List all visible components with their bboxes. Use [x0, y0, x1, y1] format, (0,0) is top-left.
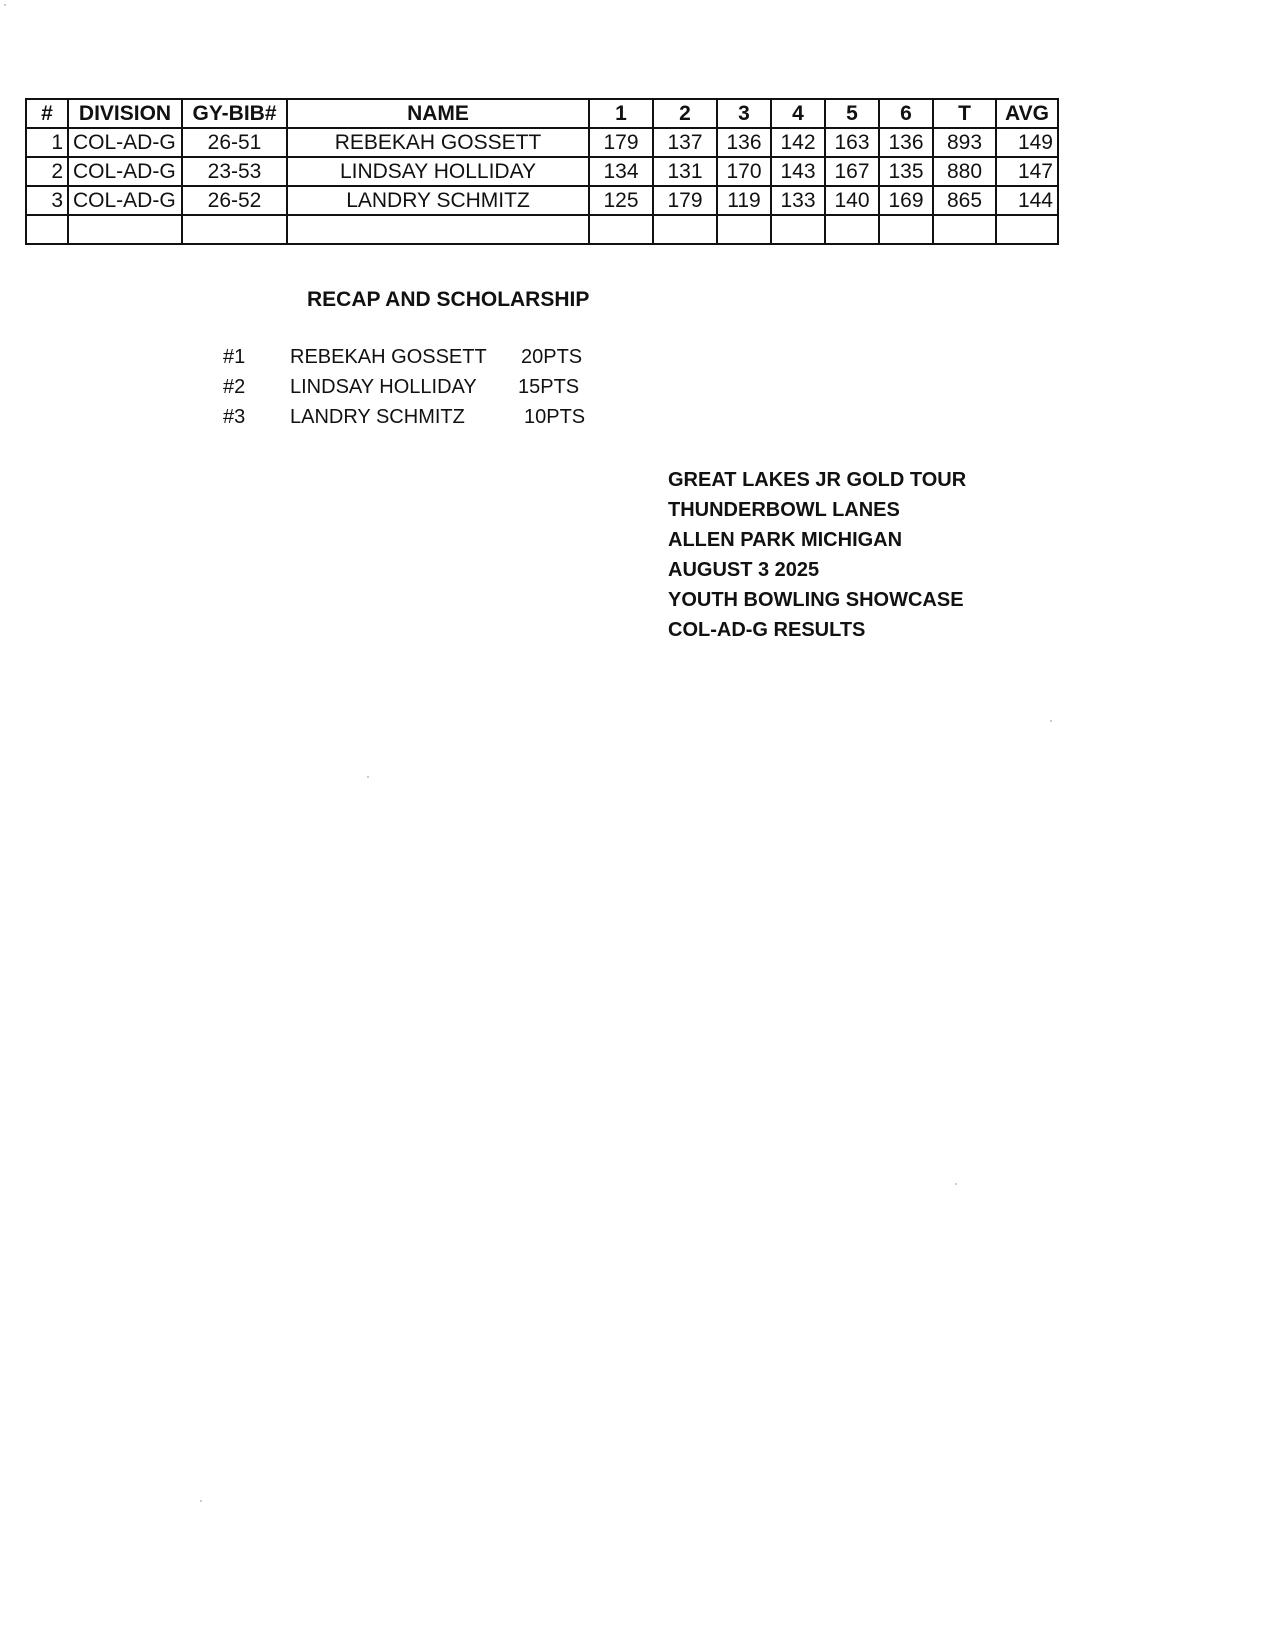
- cell-game-5: 163: [825, 128, 879, 157]
- table-header-row: [26, 99, 1058, 128]
- cell-division: COL-AD-G: [68, 157, 182, 186]
- table-row: [26, 157, 1058, 186]
- recap-points: 15PTS: [518, 376, 580, 398]
- cell-division: COL-AD-G: [68, 128, 182, 157]
- scan-speck: [200, 1500, 202, 1502]
- header-average: AVG: [996, 99, 1058, 128]
- recap-points: 20PTS: [521, 346, 583, 368]
- cell-game-1: 125: [589, 186, 653, 215]
- header-game-4: 4: [771, 99, 825, 128]
- empty-cell: [825, 215, 879, 244]
- empty-cell: [589, 215, 653, 244]
- cell-game-3: 170: [717, 157, 771, 186]
- recap-rank: #2: [223, 376, 246, 398]
- cell-name: LINDSAY HOLLIDAY: [287, 157, 589, 186]
- cell-game-3: 136: [717, 128, 771, 157]
- recap-rank: #1: [223, 346, 246, 368]
- cell-game-4: 143: [771, 157, 825, 186]
- cell-game-6: 136: [879, 128, 933, 157]
- empty-cell: [879, 215, 933, 244]
- table-row: [26, 128, 1058, 157]
- empty-cell: [717, 215, 771, 244]
- empty-cell: [771, 215, 825, 244]
- event-tour: GREAT LAKES JR GOLD TOUR: [668, 469, 967, 491]
- scan-speck: [955, 1183, 957, 1185]
- empty-cell: [68, 215, 182, 244]
- scan-speck: [367, 776, 369, 778]
- table-row-empty: [26, 215, 1058, 244]
- recap-name: LINDSAY HOLLIDAY: [290, 376, 477, 398]
- cell-game-1: 134: [589, 157, 653, 186]
- header-bib: GY-BIB#: [182, 99, 287, 128]
- cell-game-2: 131: [653, 157, 717, 186]
- cell-total: 865: [933, 186, 996, 215]
- cell-rank: 3: [26, 186, 68, 215]
- header-game-6: 6: [879, 99, 933, 128]
- header-game-2: 2: [653, 99, 717, 128]
- header-game-3: 3: [717, 99, 771, 128]
- recap-rank: #3: [223, 406, 246, 428]
- cell-total: 880: [933, 157, 996, 186]
- cell-game-1: 179: [589, 128, 653, 157]
- header-rank: #: [26, 99, 68, 128]
- scan-speck: [1050, 720, 1052, 722]
- cell-game-5: 167: [825, 157, 879, 186]
- cell-average: 144: [996, 186, 1058, 215]
- header-division: DIVISION: [68, 99, 182, 128]
- cell-bib: 26-52: [182, 186, 287, 215]
- empty-cell: [287, 215, 589, 244]
- cell-rank: 1: [26, 128, 68, 157]
- cell-rank: 2: [26, 157, 68, 186]
- cell-game-3: 119: [717, 186, 771, 215]
- empty-cell: [996, 215, 1058, 244]
- recap-name: LANDRY SCHMITZ: [290, 406, 465, 428]
- event-date: AUGUST 3 2025: [668, 559, 820, 581]
- header-name: NAME: [287, 99, 589, 128]
- empty-cell: [933, 215, 996, 244]
- empty-cell: [26, 215, 68, 244]
- cell-game-2: 179: [653, 186, 717, 215]
- cell-total: 893: [933, 128, 996, 157]
- cell-bib: 26-51: [182, 128, 287, 157]
- table-row: [26, 186, 1058, 215]
- event-division-results: COL-AD-G RESULTS: [668, 619, 866, 641]
- cell-division: COL-AD-G: [68, 186, 182, 215]
- recap-name: REBEKAH GOSSETT: [290, 346, 487, 368]
- cell-name: REBEKAH GOSSETT: [287, 128, 589, 157]
- event-venue: THUNDERBOWL LANES: [668, 499, 900, 521]
- cell-average: 149: [996, 128, 1058, 157]
- header-game-1: 1: [589, 99, 653, 128]
- cell-game-6: 135: [879, 157, 933, 186]
- scan-speck: [4, 4, 6, 6]
- event-location: ALLEN PARK MICHIGAN: [668, 529, 903, 551]
- empty-cell: [182, 215, 287, 244]
- recap-title: RECAP AND SCHOLARSHIP: [307, 288, 590, 311]
- cell-game-6: 169: [879, 186, 933, 215]
- cell-game-4: 133: [771, 186, 825, 215]
- cell-bib: 23-53: [182, 157, 287, 186]
- cell-game-2: 137: [653, 128, 717, 157]
- event-name: YOUTH BOWLING SHOWCASE: [668, 589, 964, 611]
- recap-points: 10PTS: [524, 406, 586, 428]
- cell-game-5: 140: [825, 186, 879, 215]
- header-game-5: 5: [825, 99, 879, 128]
- empty-cell: [653, 215, 717, 244]
- cell-name: LANDRY SCHMITZ: [287, 186, 589, 215]
- header-total: T: [933, 99, 996, 128]
- cell-game-4: 142: [771, 128, 825, 157]
- cell-average: 147: [996, 157, 1058, 186]
- event-info: [668, 465, 966, 645]
- results-table: [25, 98, 1059, 245]
